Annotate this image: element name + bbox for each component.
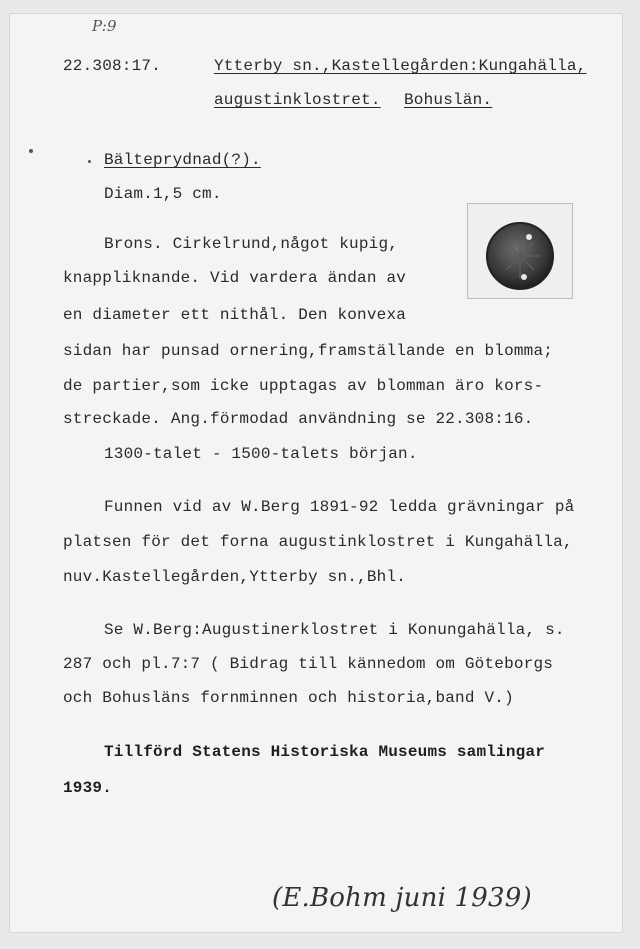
object-dimensions: Diam.1,5 cm.	[104, 185, 222, 203]
catalog-number: 22.308:17.	[63, 57, 162, 75]
description-line: Brons. Cirkelrund,något kupig,	[104, 235, 399, 253]
reference-line: 287 och pl.7:7 ( Bidrag till kännedom om Göteborgs	[63, 655, 554, 673]
locality-line-1: Ytterby sn.,Kastellegården:Kungahälla,	[214, 57, 587, 75]
description-line: streckade. Ang.förmodad användning se 22.308:16.	[63, 410, 534, 428]
description-line: sidan har punsad ornering,framställande en blomma;	[63, 342, 554, 360]
find-line: platsen för det forna augustinklostret i Kungahälla,	[63, 533, 573, 551]
reference-line: och Bohusläns fornminnen och historia,band V.)	[63, 689, 514, 707]
description-line: en diameter ett nithål. Den konvexa	[63, 306, 407, 324]
signature: (E.Bohm juni 1939)	[272, 883, 532, 913]
description-line: de partier,som icke upptagas av blomman äro kors-	[63, 377, 544, 395]
acquisition-line: Tillförd Statens Historiska Museums samlingar	[104, 743, 546, 761]
description-line: knappliknande. Vid vardera ändan av	[63, 269, 407, 287]
object-photo	[467, 203, 573, 299]
dating-line: 1300-talet - 1500-talets början.	[104, 445, 418, 463]
object-name: Bälteprydnad(?).	[104, 151, 261, 169]
acquisition-year: 1939.	[63, 779, 113, 797]
find-line: Funnen vid av W.Berg 1891-92 ledda grävningar på	[104, 498, 575, 516]
find-line: nuv.Kastellegården,Ytterby sn.,Bhl.	[63, 568, 407, 586]
locality-line-2: augustinklostret.	[214, 91, 381, 109]
page-mark: P:9	[92, 17, 117, 35]
bronze-disc-photo-icon	[468, 204, 572, 298]
margin-speck	[88, 160, 91, 163]
margin-speck	[29, 149, 33, 153]
province: Bohuslän.	[404, 91, 493, 109]
reference-line: Se W.Berg:Augustinerklostret i Konungahälla, s.	[104, 621, 565, 639]
